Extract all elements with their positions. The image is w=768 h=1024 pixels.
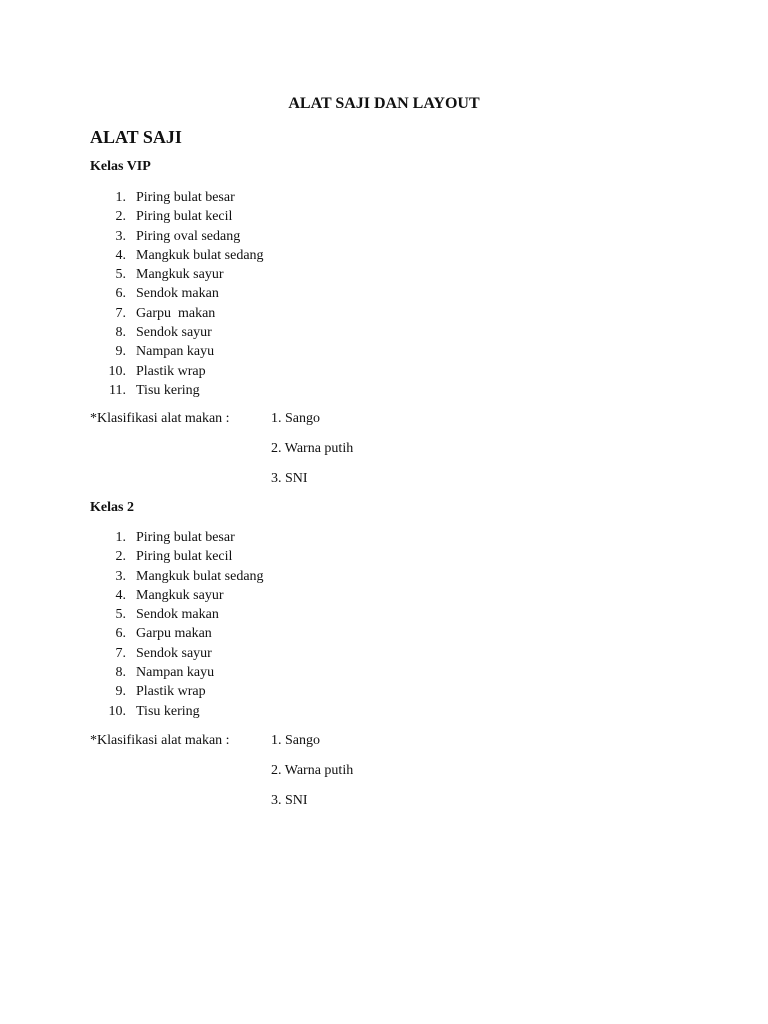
item-text: Sendok sayur xyxy=(136,325,212,341)
item-number: 1. xyxy=(115,530,126,545)
item-text: Mangkuk bulat sedang xyxy=(136,568,264,584)
item-text: Garpu makan xyxy=(136,305,216,321)
list-item xyxy=(0,246,400,265)
list-item xyxy=(0,381,400,400)
item-text: Mangkuk sayur xyxy=(136,587,224,603)
item-number: 4. xyxy=(115,587,126,603)
item-text: Plastik wrap xyxy=(136,363,206,379)
item-number: 10. xyxy=(108,703,126,719)
list-item xyxy=(0,586,400,605)
klasifikasi-item: 3. SNI xyxy=(271,471,308,486)
item-number: 8. xyxy=(115,665,126,681)
klasifikasi-list-kelas-2 xyxy=(271,731,353,821)
item-number: 7. xyxy=(115,645,126,661)
list-item xyxy=(0,304,400,323)
item-text: Garpu makan xyxy=(136,626,212,642)
item-text: Plastik wrap xyxy=(136,684,206,700)
item-text: Sendok makan xyxy=(136,607,219,623)
item-text: Mangkuk bulat sedang xyxy=(136,247,264,263)
klasifikasi-item: 1. Sango xyxy=(271,733,320,748)
item-text: Mangkuk sayur xyxy=(136,267,224,283)
item-number: 6. xyxy=(115,626,126,642)
item-number: 8. xyxy=(115,325,126,341)
item-number: 4. xyxy=(115,247,126,263)
class-title-kelas-2: Kelas 2 xyxy=(90,500,134,515)
list-item xyxy=(0,682,400,701)
klasifikasi-item: 1. Sango xyxy=(271,411,320,426)
klasifikasi-label-kelas-2: *Klasifikasi alat makan : xyxy=(90,733,230,748)
list-item xyxy=(0,265,400,284)
item-text: Nampan kayu xyxy=(136,665,215,681)
klasifikasi-list-vip xyxy=(271,409,353,499)
list-item xyxy=(0,342,400,361)
item-list-vip xyxy=(0,188,400,400)
item-number: 5. xyxy=(115,607,126,623)
item-number: 5. xyxy=(115,267,126,283)
list-item xyxy=(0,188,400,207)
item-list-kelas-2 xyxy=(0,528,400,721)
item-number: 3. xyxy=(115,568,126,584)
class-title-vip: Kelas VIP xyxy=(90,159,151,174)
item-number: 1. xyxy=(115,190,126,205)
item-text: Tisu kering xyxy=(136,703,200,719)
item-text: Piring oval sedang xyxy=(136,228,241,244)
item-number: 7. xyxy=(115,305,126,321)
list-item xyxy=(0,547,400,566)
list-item xyxy=(0,605,400,624)
list-item xyxy=(0,323,400,342)
item-text: Piring bulat kecil xyxy=(136,209,233,225)
item-text: Piring bulat besar xyxy=(136,190,235,205)
klasifikasi-label-vip: *Klasifikasi alat makan : xyxy=(90,411,230,426)
item-text: Nampan kayu xyxy=(136,344,215,360)
list-item xyxy=(0,284,400,303)
list-item xyxy=(0,567,400,586)
item-text: Sendok makan xyxy=(136,286,219,302)
list-item xyxy=(0,663,400,682)
item-text: Piring bulat kecil xyxy=(136,549,233,565)
section-title: ALAT SAJI xyxy=(90,127,182,147)
list-item xyxy=(0,644,400,663)
list-item xyxy=(0,528,400,547)
list-item xyxy=(0,362,400,381)
item-number: 9. xyxy=(115,684,126,700)
klasifikasi-item: 2. Warna putih xyxy=(271,441,354,456)
item-number: 3. xyxy=(115,228,126,244)
list-item xyxy=(0,702,400,721)
klasifikasi-item: 3. SNI xyxy=(271,793,308,808)
document-title: ALAT SAJI DAN LAYOUT xyxy=(288,95,480,112)
item-number: 6. xyxy=(115,286,126,302)
list-item xyxy=(0,227,400,246)
item-text: Tisu kering xyxy=(136,382,200,398)
item-text: Sendok sayur xyxy=(136,645,212,661)
item-number: 10. xyxy=(108,363,126,379)
item-number: 11. xyxy=(109,382,126,398)
item-number: 9. xyxy=(115,344,126,360)
item-number: 2. xyxy=(115,209,126,225)
item-text: Piring bulat besar xyxy=(136,530,235,545)
klasifikasi-item: 2. Warna putih xyxy=(271,763,354,778)
list-item xyxy=(0,624,400,643)
item-number: 2. xyxy=(115,549,126,565)
list-item xyxy=(0,207,400,226)
